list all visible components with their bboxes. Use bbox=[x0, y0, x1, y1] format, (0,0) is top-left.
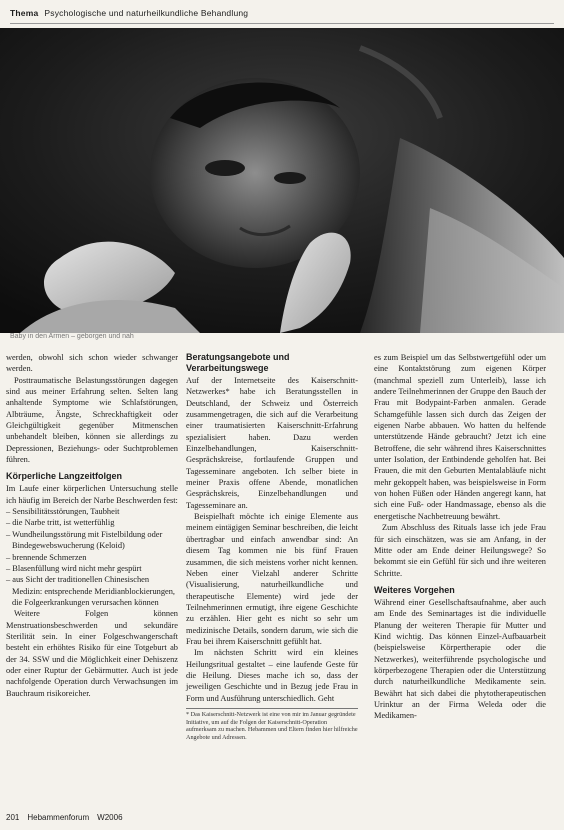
col1-heading: Körperliche Langzeitfolgen bbox=[6, 471, 123, 482]
header-title: Psychologische und naturheilkundliche Behandlung bbox=[44, 8, 249, 18]
col2-paragraph-2: Beispielhaft möchte ich einige Elemente aus meinem eintägigen Seminar beschreiben, die leicht übertragbar und einfach anwendbar sind: An diesem Tag kommen nie bis fünf Frauen zusammen, die sich meistens vorher nicht kennen. Neben einer Vielzahl anderer Schritte (Visualisierung, naturheilkundliche und therapeutische Elemente) wird jede der Teilnehmerinnen ermutigt, ihre eigene Geschichte zu erzählen. Hier geht es nicht so sehr um medizinische Details, sondern darum, wie sich die Frau bei ihrem Kaiserschnitt gefühlt hat. bbox=[186, 512, 358, 646]
list-item: – brennende Schmerzen bbox=[6, 552, 178, 563]
list-item: – aus Sicht der traditionellen Chinesischen Medizin: entsprechende Meridianblockierungen, die Folgeerkrankungen verursachen können bbox=[6, 574, 178, 608]
list-item: – Sensibilitätsstörungen, Taubheit bbox=[6, 506, 178, 517]
col1-paragraph-3: Im Laufe einer körperlichen Untersuchung stelle ich häufig im Bereich der Narbe Beschwerden fest: bbox=[6, 484, 178, 505]
list-item: – Wundheilungsstörung mit Fistelbildung oder Bindegewebswucherung (Keloid) bbox=[6, 529, 178, 552]
col3-heading: Weiteres Vorgehen bbox=[374, 584, 455, 595]
header-section: Thema bbox=[10, 8, 39, 18]
col2-paragraph-1: Auf der Internetseite des Kaiserschnitt-Netzwerkes* habe ich Beratungsstellen in Deutschland, der Schweiz und Österreich zusammengetragen, die sich auf die Verarbeitung einer traumatisierten Kaiserschnitt-Erfahrung spezialisiert haben. Dazu werden Einzelbehandlungen, Kaiserschnitt-Gesprächskreise, fortlaufende Gruppen und Tagesseminare angeboten. Ich selber biete in meiner Praxis offene Abende, monatlichen Gesprächskreis, Einzelbehandlungen und Tagesseminare an. bbox=[186, 376, 358, 510]
col1-paragraph-2: Posttraumatische Belastungsstörungen dagegen sind aus meiner Erfahrung selten. Selten lang anhaltende Symptome wie Schlafstörungen, Albträume, Ängste, Schreckhaftigkeit oder Gleichgültigkeit gegenüber Mitmenschen unbehandelt bleiben, können sie allerdings zu Depressionen, Beziehungs- oder Suchtproblemen führen. bbox=[6, 375, 178, 465]
col1-paragraph-4: Weitere Folgen können Menstruationsbeschwerden und sekundäre Sterilität sein. In einer Folgeschwangerschaft besteht ein erhöhtes Risiko für eine Totgeburt ab der 34. SSW und die Möglichkeit einer Dehiszenz oder einer Ruptur der Gebärmutter. Auch ist jede nachfolgende Operation durch Verwachsungen im Bauchraum risikoreicher. bbox=[6, 609, 178, 698]
footnote: * Das Kaiserschnitt-Netzwerk ist eine von mir im Januar gegründete Initiative, um auf die Folgen der Kaiserschnitt-Operation aufmerksam zu machen. Hebammen und Eltern finden hier hilfreiche Angebote und Adressen. bbox=[186, 708, 358, 741]
column-3 bbox=[374, 352, 546, 722]
col2-heading: Beratungsangebote und Verarbeitungswege bbox=[186, 352, 290, 373]
column-1 bbox=[6, 352, 178, 699]
article-photo bbox=[0, 28, 564, 333]
col3-paragraph-1: es zum Beispiel um das Selbstwertgefühl oder um eine Kontaktstörung zum eigenen Körper (manchmal speziell zum Unterleib), lasse ich andere Teilnehmerinnen der Gruppe den Bauch der Frau mit Bodypaint-Farben anmalen. Gerade Schamgefühle lassen sich durch das Zeigen der eigenen Narbe abbauen. Wo hatten du helfende unterstützende Hände gebraucht? Jetzt ich eine Betroffene, die sehr während ihres Kaiserschnittes unter Isolation, der Entbindende geholfen hat. Bei Frauen, die mit den Geburten Mentalabläufe nicht mehr gekoppelt haben, was beispielsweise in Form von hohen Füßen oder Händen angeregt kann, hat sich eine Fuß- oder Handmassage, ebenso als die energetische Nachbetreuung bewährt. bbox=[374, 353, 546, 521]
column-2 bbox=[186, 352, 358, 741]
photo-illustration bbox=[0, 28, 564, 333]
photo-caption: Baby in den Armen – geborgen und nah bbox=[10, 333, 134, 340]
col3-paragraph-2: Zum Abschluss des Rituals lasse ich jede Frau für sich einschätzen, was sie am Anfang, in der Mitte oder am Ende deiner Heilungswege? So bekommt sie ein Gefühl für sich und ihre weiteren Schritte. bbox=[374, 523, 546, 578]
issue-label: W2006 bbox=[97, 813, 123, 822]
page-number: 201 bbox=[6, 813, 20, 822]
running-header bbox=[10, 8, 554, 24]
symptom-list bbox=[6, 506, 178, 608]
col1-paragraph-1: werden, obwohl sich schon wieder schwanger werden. bbox=[6, 353, 178, 374]
col2-paragraph-3: Im nächsten Schritt wird ein kleines Heilungsritual gestaltet – eine laufende Geste für die Heilung. Dieses mache ich so, dass der jeweiligen Geschichte und in Bezug jede Frau in Form und Ausführung unterschiedlich. Geht bbox=[186, 648, 358, 703]
page-footer bbox=[6, 813, 306, 825]
list-item: – die Narbe tritt, ist wetterfühlig bbox=[6, 517, 178, 528]
col3-paragraph-3: Während einer Gesellschaftsaufnahme, aber auch am Ende des Seminartages ist die individuelle Planung der weiteren Therapie für Mutter und Kind wichtig. Das können Einzel-Aufbauarbeit (beispielsweise Körpertherapie oder die Netzwerkes), weiterführende psychologische und körperbezogene Therapien oder die Unterstützung durch naturheilkundliche Medikamente sein. Bewährt hat sich dabei die phytotherapeutischen Urinktur an der Firma Weleda oder die Medikamen- bbox=[374, 597, 546, 721]
journal-name: Hebammenforum bbox=[27, 813, 90, 822]
list-item: – Blasenfüllung wird nicht mehr gespürt bbox=[6, 563, 178, 574]
